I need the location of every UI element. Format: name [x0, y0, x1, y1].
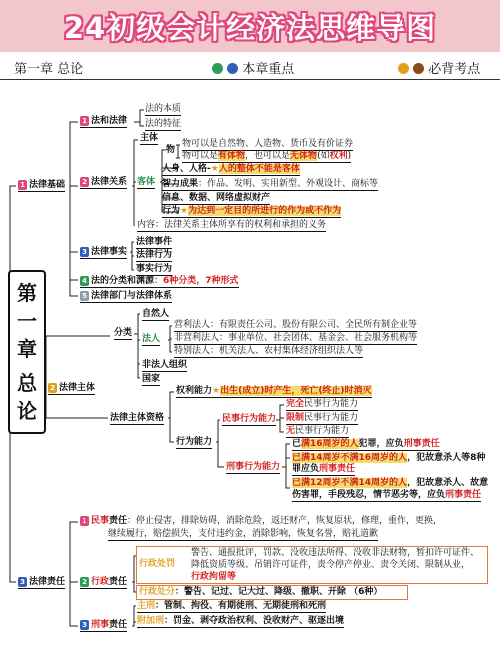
admin-punish-line3: 行政拘留等: [191, 572, 237, 582]
number-badge-icon: 1: [18, 180, 27, 190]
admin-punish-box: [136, 546, 488, 584]
object-info: 信息、数据、网络虚拟财产: [162, 193, 271, 203]
admin-sanction: 行政处分：警告、记过、记大过、降级、撤职、开除 （6种）: [139, 587, 383, 597]
number-badge-icon: 3: [80, 247, 89, 257]
legend-must-memorize-label: 必背考点: [428, 62, 481, 77]
number-badge-icon: 3: [18, 577, 27, 587]
node-natural-person: 自然人: [142, 309, 170, 319]
node-admin-liability: 2 行政责任: [80, 577, 127, 589]
node-legal-liability: 3 法律责任: [18, 577, 65, 589]
star-icon: ★: [212, 386, 221, 396]
chapter-box-char-1: 第: [17, 281, 37, 305]
node-sources: 4 法的分类和渊源：6种分类，7种形式: [80, 276, 239, 288]
number-badge-icon: 3: [80, 620, 89, 630]
admin-punish-label: 行政处罚: [139, 559, 176, 569]
page-title: 24初级会计经济法思维导图: [63, 11, 437, 45]
node-object-thing: 物: [166, 145, 176, 155]
chapter-box-char-4: 总: [17, 371, 37, 395]
object-act: 行为★为达到一定目的所进行的作为或不作为: [162, 206, 342, 216]
node-act-capacity: 行为能力: [176, 437, 213, 447]
admin-punish-line2: 降低资质等级、吊销许可证件，责令停产停业、责令关闭、限制从业，: [191, 560, 471, 570]
node-relation-object: 客体: [137, 177, 156, 187]
node-legal-basics: 1 法律基础: [18, 180, 65, 192]
node-qualification: 法律主体资格: [110, 413, 165, 423]
number-badge-icon: 2: [80, 177, 89, 187]
civil-full: 完全民事行为能力: [286, 399, 359, 409]
object-intellect: 智力成果：作品、发明、实用新型、外观设计、商标等: [162, 179, 379, 189]
legal-person-profit: 营利法人：有限责任公司、股份有限公司、全民所有制企业等: [174, 320, 418, 330]
legal-person-special: 特别法人：机关法人、农村集体经济组织法人等: [174, 346, 364, 356]
number-badge-icon: 1: [80, 116, 89, 126]
object-thing-line1: 物可以是自然物、人造物、货币及有价证券: [182, 139, 354, 149]
node-relation-subject: 主体: [140, 133, 159, 143]
admin-sanction-box: [136, 585, 408, 600]
node-criminal-capacity: 刑事行为能力: [226, 462, 281, 472]
criminal-age12-line2: 伤害罪，手段残忍，情节恶劣等，应负刑事责任: [292, 490, 482, 500]
number-badge-icon: 2: [48, 383, 57, 393]
node-legal-subjects: 2 法律主体: [48, 383, 95, 395]
civil-limited: 限制民事行为能力: [286, 413, 359, 423]
node-civil-capacity: 民事行为能力: [222, 414, 277, 424]
criminal-main: 主刑：管制、拘役、有期徒刑、无期徒刑和死刑: [137, 601, 327, 611]
chapter-box-char-3: 章: [17, 337, 37, 361]
admin-punish-line1: 警告、通报批评，罚款、没收违法所得、没收非法财物，暂扣许可证件、: [191, 548, 480, 558]
object-person: 人身、人格-★人的整体不能是客体: [162, 164, 300, 174]
node-law: 1 法和法律: [80, 116, 127, 128]
civil-liability-line2: 继续履行，赔偿损失，支付违约金，消除影响，恢复名誉，赔礼道歉: [108, 529, 379, 539]
node-branches: 5 法律部门与法律体系: [80, 291, 172, 303]
chapter-box-char-5: 论: [17, 399, 37, 423]
node-relation-content: 内容：法律关系主体所享有的权利和承担的义务: [137, 220, 327, 230]
civil-liability-line1: 1 民事责任：停止侵害，排除妨碍，消除危险，返还财产，恢复原状，修理，重作，更换，: [80, 516, 442, 527]
chapter-box-char-2: 一: [17, 309, 37, 333]
legal-person-nonprofit: 非营利法人：事业单位、社会团体、基金会、社会服务机构等: [174, 333, 418, 343]
number-badge-icon: 1: [80, 516, 89, 526]
node-law-essence: 法的本质: [145, 104, 182, 114]
fact-fact-act: 事实行为: [136, 264, 173, 274]
node-legal-person: 法人: [142, 334, 161, 344]
fact-event: 法律事件: [136, 237, 173, 247]
node-non-legal-org: 非法人组织: [142, 360, 188, 370]
civil-none: 无民事行为能力: [286, 426, 350, 436]
criminal-age14-line2: 罪应负刑事责任: [292, 464, 356, 474]
star-icon: ★: [210, 164, 219, 174]
number-badge-icon: 4: [80, 276, 89, 286]
node-classify: 分类: [114, 328, 133, 338]
legend-key-points-label: 本章重点: [242, 62, 295, 77]
criminal-extra: 附加刑：罚金、剥夺政治权利、没收财产、驱逐出境: [137, 616, 345, 626]
chapter-box: [8, 270, 46, 434]
node-state: 国家: [142, 374, 161, 384]
criminal-age14: 已满14周岁不满16周岁的人，犯故意杀人等8种: [292, 453, 486, 463]
object-thing-line2: 物可以是有体物，也可以是无体物(如权利): [182, 151, 352, 161]
node-law-features: 法的特征: [145, 119, 182, 129]
star-icon: ★: [180, 206, 189, 216]
node-criminal-liability: 3 刑事责任: [80, 620, 127, 632]
number-badge-icon: 5: [80, 291, 89, 301]
fact-act: 法律行为: [136, 250, 173, 260]
node-right-capacity: 权利能力★出生(成立)时产生，死亡(终止)时消灭: [176, 386, 372, 396]
chapter-subtitle: 第一章 总论: [14, 62, 84, 77]
number-badge-icon: 2: [80, 577, 89, 587]
criminal-age16: 已满16周岁的人犯罪，应负刑事责任: [292, 439, 440, 449]
node-legal-facts: 3 法律事实: [80, 247, 127, 259]
node-legal-relation: 2 法律关系: [80, 177, 127, 189]
criminal-age12: 已满12周岁不满14周岁的人，犯故意杀人、故意: [292, 478, 489, 488]
